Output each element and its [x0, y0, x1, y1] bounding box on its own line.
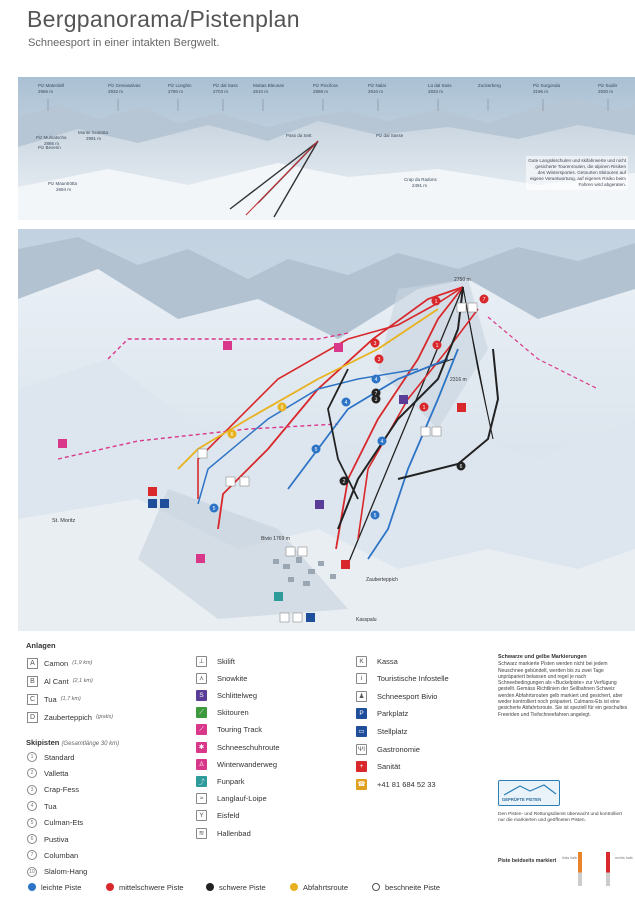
pano-label-altitude: 2991 m	[86, 136, 102, 141]
svg-text:1: 1	[434, 299, 438, 305]
peak-name: Piz Materdell	[38, 83, 65, 88]
info-text-2: Den Pisten- und Rettungsdienst überwacht und kontrolliert nur die markierten und geöffneten Pisten.	[498, 812, 622, 824]
piste-map-drawing	[18, 229, 635, 631]
legend-symbol-item	[356, 743, 420, 755]
legend-symbol-label: Skilift	[217, 656, 235, 666]
pano-label: Pass da Sett	[286, 133, 312, 138]
lift-key-icon: C	[27, 694, 38, 705]
legend-symbol-label: Kassa	[377, 656, 398, 666]
legend-symbol-label: Schneeschuhroute	[217, 742, 280, 752]
legend-symbol-label: Gastronomie	[377, 744, 420, 754]
info-icon: i	[356, 673, 367, 684]
piste-number-icon: 6	[27, 834, 37, 844]
peak-altitude: 3196 m	[533, 89, 549, 94]
svg-text:3: 3	[374, 397, 378, 403]
snowkite-icon: ⋏	[196, 673, 207, 684]
kasspalu-label: Kasspalu	[356, 617, 377, 623]
piste-type-label: Abfahrtsroute	[303, 882, 349, 892]
touring-icon: ⟋	[196, 724, 207, 735]
gepruefte-pisten-badge	[498, 780, 560, 806]
legend-symbol-item	[356, 673, 449, 685]
lift-length: (1,9 km)	[72, 660, 93, 666]
legend-symbol-label: Snowkite	[217, 673, 248, 683]
svg-text:7: 7	[482, 297, 486, 303]
lift-length: (1,7 km)	[60, 696, 81, 702]
peak-name: Zuckerberg	[478, 83, 501, 88]
legend-symbol-item	[356, 761, 400, 773]
sled-icon: S	[196, 690, 207, 701]
legend-symbol-label: Winterwanderweg	[217, 759, 278, 769]
lift-item	[27, 693, 81, 705]
legend-symbol-label: Langlauf-Loipe	[217, 794, 267, 804]
skipisten-title-text: Skipisten	[26, 738, 60, 747]
svg-text:7: 7	[374, 391, 378, 397]
legend-symbol-item	[196, 655, 235, 667]
piste-check-icon	[500, 782, 560, 798]
piste-name: Crap-Fess	[44, 785, 80, 795]
piste-number-icon: 4	[27, 801, 37, 811]
skilift-icon: ⊥	[196, 656, 207, 667]
st-moritz-label: St. Moritz	[52, 518, 76, 524]
legend-symbol-item	[356, 655, 398, 667]
lift-key-icon: D	[27, 712, 38, 723]
svg-text:3: 3	[377, 357, 381, 363]
pano-label-altitude: 2886 m	[44, 141, 60, 146]
pano-label-altitude: 2491 m	[412, 183, 428, 188]
piste-number-icon: 1	[27, 752, 37, 762]
piste-name: Valletta	[44, 768, 69, 778]
skischool-icon: ♟	[356, 691, 367, 702]
legend-symbol-label: Touristische Infostelle	[377, 674, 449, 684]
svg-text:5: 5	[212, 506, 216, 512]
piste-color-icon	[28, 883, 36, 891]
pano-label: Crap da Radons	[404, 177, 437, 182]
marked-label: Piste beidseits markiert	[498, 858, 557, 864]
peak-altitude: 2833 m	[428, 89, 444, 94]
piste-map	[18, 229, 635, 631]
piste-type-label: leichte Piste	[41, 882, 82, 892]
lift-length: (2,1 km)	[72, 678, 93, 684]
piste-name: Standard	[44, 752, 75, 762]
peak-name: Piz dal Sass	[213, 83, 238, 88]
piste-type-item	[372, 881, 440, 893]
info-text: Schwarz markierte Pisten werden nicht bei jedem Neuschnee gebündelt, werden bis zu zwei Tage unpräpariert belassen und regel je nach Schneebedingungen als «Buckelpiste» zur Verfügung gestellt. Gemäss Richtlinien der Seilbahnen Schweiz werden Abfahrtsrouten gelb markiert und gesichert, aber weder kontrolliert noch präpariert. Culmans-Ets ist eine gesicherte Abfahrtsroute. Sie ist speziell für ein geschultes Freeriden und Tiefschneefahren angelegt.	[498, 661, 628, 718]
snowshoe-icon: ✱	[196, 742, 207, 753]
info-panel	[498, 654, 629, 718]
legend-symbol-label: Eisfeld	[217, 811, 240, 821]
piste-item	[27, 800, 57, 812]
peak-name: Lü dal Sass	[428, 83, 452, 88]
funpark-icon: ⤴	[196, 776, 207, 787]
legend-symbol-item	[196, 689, 257, 701]
svg-text:6: 6	[230, 432, 234, 438]
legend-symbol-item	[356, 725, 407, 737]
lift-name: Al Cant	[44, 676, 69, 686]
restaurant-icon: ΨΙ	[357, 745, 366, 753]
legend-symbol-label: Touring Track	[217, 725, 263, 735]
lift-name: Camon	[44, 658, 69, 668]
piste-type-item	[290, 881, 348, 893]
piste-number-icon: 10	[27, 867, 37, 877]
legend-symbol-label: Hallenbad	[217, 828, 251, 838]
badge-label: GEPRÜFTE PISTEN	[502, 797, 542, 802]
legend-symbol-label: Schneesport Bivio	[377, 691, 438, 701]
piste-type-label: schwere Piste	[219, 882, 266, 892]
piste-item	[27, 767, 68, 779]
peak-name: Piz Lunghin	[168, 83, 192, 88]
pool-icon: ≋	[196, 828, 207, 839]
pole-left	[578, 852, 582, 886]
svg-text:1: 1	[422, 405, 426, 411]
crosscountry-icon: ≈	[196, 793, 207, 804]
firstaid-icon: +	[356, 761, 367, 772]
piste-item	[27, 849, 78, 861]
peak-name: Piz Surgonda	[533, 83, 561, 88]
skitour-icon: ⟋	[196, 707, 207, 718]
legend-symbol-label: +41 81 684 52 33	[377, 779, 436, 789]
legend-symbol-item	[196, 724, 262, 736]
info-title: Schwarze und gelbe Markierungen	[498, 654, 587, 660]
svg-text:3: 3	[373, 341, 377, 347]
legend-symbol-item	[196, 827, 251, 839]
lift-item	[27, 711, 113, 723]
piste-color-icon	[106, 883, 114, 891]
piste-item	[27, 784, 79, 796]
piste-color-icon	[290, 883, 298, 891]
piste-type-item	[28, 881, 81, 893]
legend-symbol-item	[196, 707, 249, 719]
legend-symbol-item	[196, 741, 280, 753]
base-label: Bivio 1769 m	[261, 536, 290, 542]
piste-type-item	[106, 881, 184, 893]
panorama-image	[18, 77, 635, 220]
pano-label: Monte Scalotta	[78, 130, 109, 135]
peak-altitude: 2888 m	[313, 89, 329, 94]
piste-type-label: mittelschwere Piste	[119, 882, 184, 892]
svg-text:5: 5	[314, 447, 318, 453]
mid-station-altitude: 2316 m	[450, 377, 467, 383]
legend-symbol-label: Stellplatz	[377, 726, 408, 736]
legend-symbol-item	[356, 690, 437, 702]
lift-name: Tua	[44, 694, 57, 704]
pano-label: Piz Mauntrötta	[48, 181, 78, 186]
piste-name: Tua	[44, 801, 57, 811]
piste-item	[27, 833, 69, 845]
cashier-icon: K	[356, 656, 367, 667]
svg-text:5: 5	[373, 513, 377, 519]
parking-icon: P	[356, 708, 367, 719]
lift-length: (gratis)	[95, 714, 114, 720]
lift-name: Zauberteppich	[44, 712, 92, 722]
piste-number-icon: 3	[27, 785, 37, 795]
legend-symbol-item	[196, 775, 245, 787]
piste-item	[27, 817, 83, 829]
skipisten-title	[26, 738, 119, 747]
page-subtitle: Schneesport in einer intakten Bergwelt.	[28, 37, 220, 49]
svg-text:6: 6	[280, 405, 284, 411]
piste-name: Columban	[44, 850, 79, 860]
piste-name: Slalom-Hang	[44, 867, 88, 877]
peak-name: Piz Piscifora	[313, 83, 338, 88]
pano-label-altitude: 2694 m	[56, 187, 72, 192]
peak-altitude: 2610 m	[253, 89, 269, 94]
panorama-drawing	[18, 77, 635, 220]
lift-key-icon: B	[27, 676, 38, 687]
peak-altitude: 2703 m	[213, 89, 229, 94]
legend-symbol-label: Sanität	[377, 762, 401, 772]
legend-symbol-item	[196, 793, 267, 805]
legend-symbol-item	[356, 708, 408, 720]
pano-label: Piz Beverin	[38, 145, 61, 150]
piste-number-icon: 7	[27, 850, 37, 860]
camper-icon: ▭	[356, 726, 367, 737]
panorama-note: Gute Langskischulen und skifahrwerte und nicht gesicherte Tourenrouten, die alpinen Risiken des Wintersportes. Getourten Skitouren auf eigene Verantwortung, auf eigenes Risiko beim Fahren wird abgeraten.	[526, 156, 628, 190]
summit-altitude: 2750 m	[454, 277, 471, 283]
svg-text:4: 4	[374, 377, 378, 383]
piste-color-icon	[206, 883, 214, 891]
svg-text:2: 2	[342, 479, 346, 485]
pano-label: Piz Mulnatscha	[36, 135, 67, 140]
peak-name: Piz Nalar	[368, 83, 387, 88]
peak-altitude: 2780 m	[168, 89, 184, 94]
piste-item	[27, 751, 74, 763]
legend-symbol-label: Funpark	[217, 776, 245, 786]
iceskate-icon: Y	[196, 810, 207, 821]
piste-name: Pustiva	[44, 834, 69, 844]
anlagen-title: Anlagen	[26, 641, 56, 650]
peak-name: Piz Sudèr	[598, 83, 618, 88]
lift-item	[27, 675, 93, 687]
legend-symbol-item	[356, 778, 436, 790]
skipisten-length: (Gesamtlänge 30 km)	[61, 741, 120, 747]
peak-altitude: 2966 m	[38, 89, 54, 94]
legend-symbol-item	[196, 810, 240, 822]
legend-symbol-item	[196, 672, 247, 684]
svg-text:4: 4	[344, 400, 348, 406]
peak-name: Mottas Bleunas	[253, 83, 285, 88]
piste-item	[27, 866, 87, 878]
hiking-icon: ♙	[196, 759, 207, 770]
zauberteppich-label: Zauberteppich	[366, 577, 398, 583]
pano-label: Piz dal Sasse	[376, 133, 404, 138]
piste-type-item	[206, 881, 266, 893]
piste-name: Culman-Ets	[44, 818, 84, 828]
svg-text:4: 4	[380, 439, 384, 445]
pole-right	[606, 852, 610, 886]
page-title: Bergpanorama/Pistenplan	[27, 6, 300, 32]
legend-symbol-label: Skitouren	[217, 708, 249, 718]
phone-icon: ☎	[356, 779, 367, 790]
legend-symbol-item	[196, 758, 277, 770]
peak-altitude: 2932 m	[108, 89, 124, 94]
piste-type-label: beschneite Piste	[385, 882, 441, 892]
peak-name: Piz Grevasalvas	[108, 83, 141, 88]
marked-right: rechts halb	[615, 856, 633, 860]
piste-number-icon: 2	[27, 768, 37, 778]
piste-number-icon: 5	[27, 818, 37, 828]
piste-color-icon	[372, 883, 380, 891]
svg-text:6: 6	[459, 464, 463, 470]
peak-altitude: 2910 m	[368, 89, 384, 94]
lift-item	[27, 657, 92, 669]
legend-symbol-label: Parkplatz	[377, 709, 409, 719]
legend-symbol-label: Schlittelweg	[217, 690, 258, 700]
marked-left: links halb	[562, 856, 577, 860]
svg-text:1: 1	[435, 343, 439, 349]
lift-key-icon: A	[27, 658, 38, 669]
peak-altitude: 2930 m	[598, 89, 614, 94]
